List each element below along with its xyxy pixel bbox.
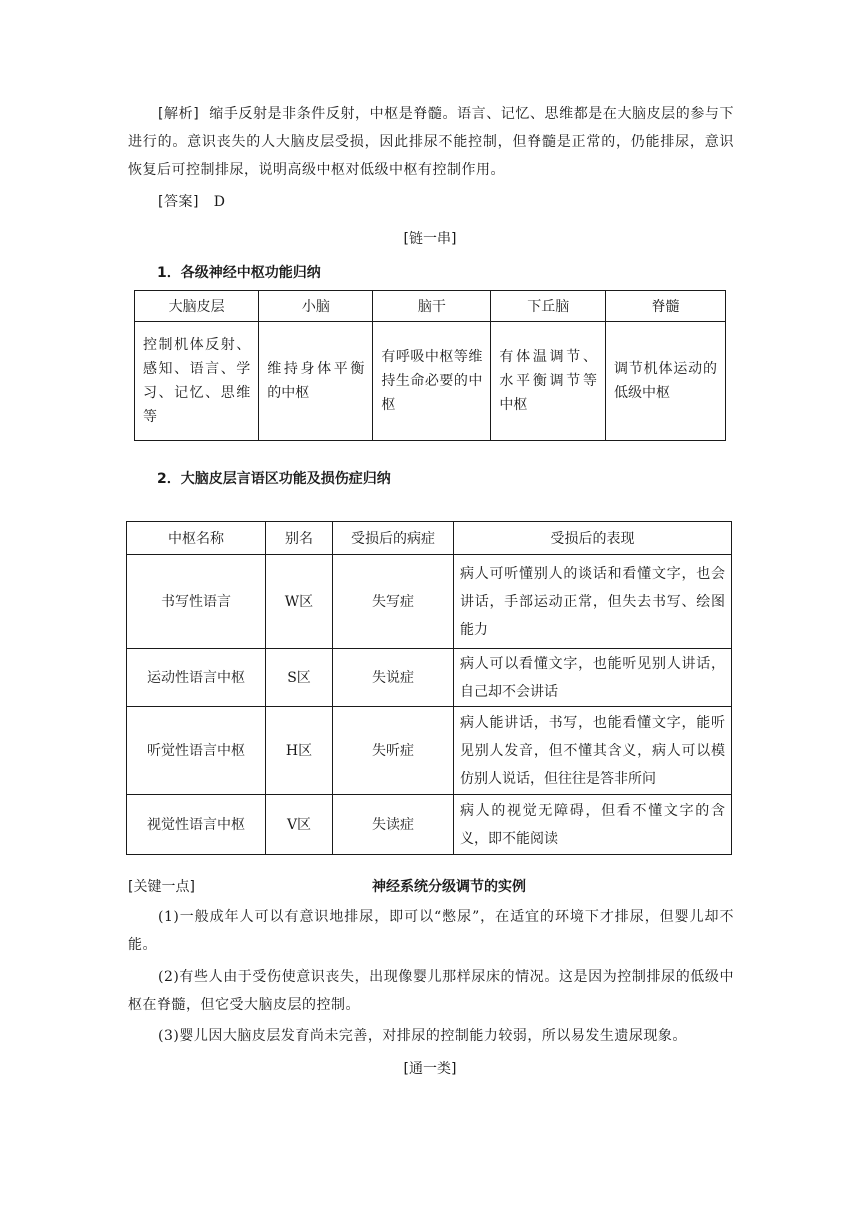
table-cell: 视觉性语言中枢 [127,795,266,855]
table-cell: W区 [266,555,333,649]
table-cell: 有呼吸中枢等维持生命必要的中枢 [373,322,491,441]
table-header-cell: 脑干 [373,291,491,322]
table-cell: 调节机体运动的低级中枢 [606,322,726,441]
table-cell: 失读症 [333,795,454,855]
table-cell: 病人的视觉无障碍，但看不懂文字的含义，即不能阅读 [454,795,732,855]
table-cell: 失听症 [333,707,454,795]
table-cell: V区 [266,795,333,855]
answer-value: D [213,194,226,210]
table-cell: 病人可听懂别人的谈话和看懂文字，也会讲话，手部运动正常，但失去书写、绘图能力 [454,555,732,649]
analysis-text: 缩手反射是非条件反射，中枢是脊髓。语言、记忆、思维都是在大脑皮层的参与下进行的。意识丧失的人大脑皮层受损，因此排尿不能控制，但脊髓是正常的，仍能排尿，意识恢复后可控制排尿，说明高级中枢对低级中枢有控制作用。 [128,106,734,178]
key-point-item-2: (2)有些人由于受伤使意识丧失，出现像婴儿那样尿床的情况。这是因为控制排尿的低级中枢在脊髓，但它受大脑皮层的控制。 [128,969,734,1013]
section1-title: 1．各级神经中枢功能归纳 [157,265,321,281]
answer-label: [答案] [158,194,199,210]
chain-title: [链一串] [403,231,457,247]
table-cell: 病人可以看懂文字，也能听见别人讲话，自己却不会讲话 [454,649,732,707]
key-point-title: 神经系统分级调节的实例 [372,879,526,895]
table-cell: 听觉性语言中枢 [127,707,266,795]
table-cell: 书写性语言 [127,555,266,649]
table-header-cell: 大脑皮层 [135,291,259,322]
table-cell: 运动性语言中枢 [127,649,266,707]
table-row [127,555,732,649]
table-header-row [127,522,732,555]
class-title: [通一类] [403,1061,457,1077]
table-cell: S区 [266,649,333,707]
section2-title: 2．大脑皮层言语区功能及损伤症归纳 [157,471,391,487]
table-cell: 有体温调节、水平衡调节等中枢 [491,322,606,441]
analysis-paragraph [128,100,734,184]
key-point-item-3: (3)婴儿因大脑皮层发育尚未完善，对排尿的控制能力较弱，所以易发生遗尿现象。 [158,1028,687,1044]
table-header-cell: 受损后的表现 [454,522,732,555]
answer-line [128,188,734,216]
table-header-cell: 下丘脑 [491,291,606,322]
table-header-cell: 别名 [266,522,333,555]
table-row [127,707,732,795]
table-row [135,322,726,441]
table-header-cell: 小脑 [259,291,373,322]
table-cell: 维持身体平衡的中枢 [259,322,373,441]
table-cell: H区 [266,707,333,795]
table-cell: 控制机体反射、感知、语言、学习、记忆、思维等 [135,322,259,441]
table-row [127,795,732,855]
language-area-table [126,521,732,855]
table-header-cell: 中枢名称 [127,522,266,555]
table-header-row [135,291,726,322]
key-point-item-1: (1)一般成年人可以有意识地排尿，即可以“憋尿”，在适宜的环境下才排尿，但婴儿却不能。 [128,909,734,953]
table-header-cell: 受损后的病症 [333,522,454,555]
table-cell: 失说症 [333,649,454,707]
table-row [127,649,732,707]
key-point-label: [关键一点] [128,879,195,895]
nerve-center-table [134,290,726,441]
table-cell: 病人能讲话，书写，也能看懂文字，能听见别人发音，但不懂其含义，病人可以模仿别人说话，但往往是答非所问 [454,707,732,795]
table-header-cell: 脊髓 [606,291,726,322]
table-cell: 失写症 [333,555,454,649]
analysis-label: [解析] [158,106,200,122]
